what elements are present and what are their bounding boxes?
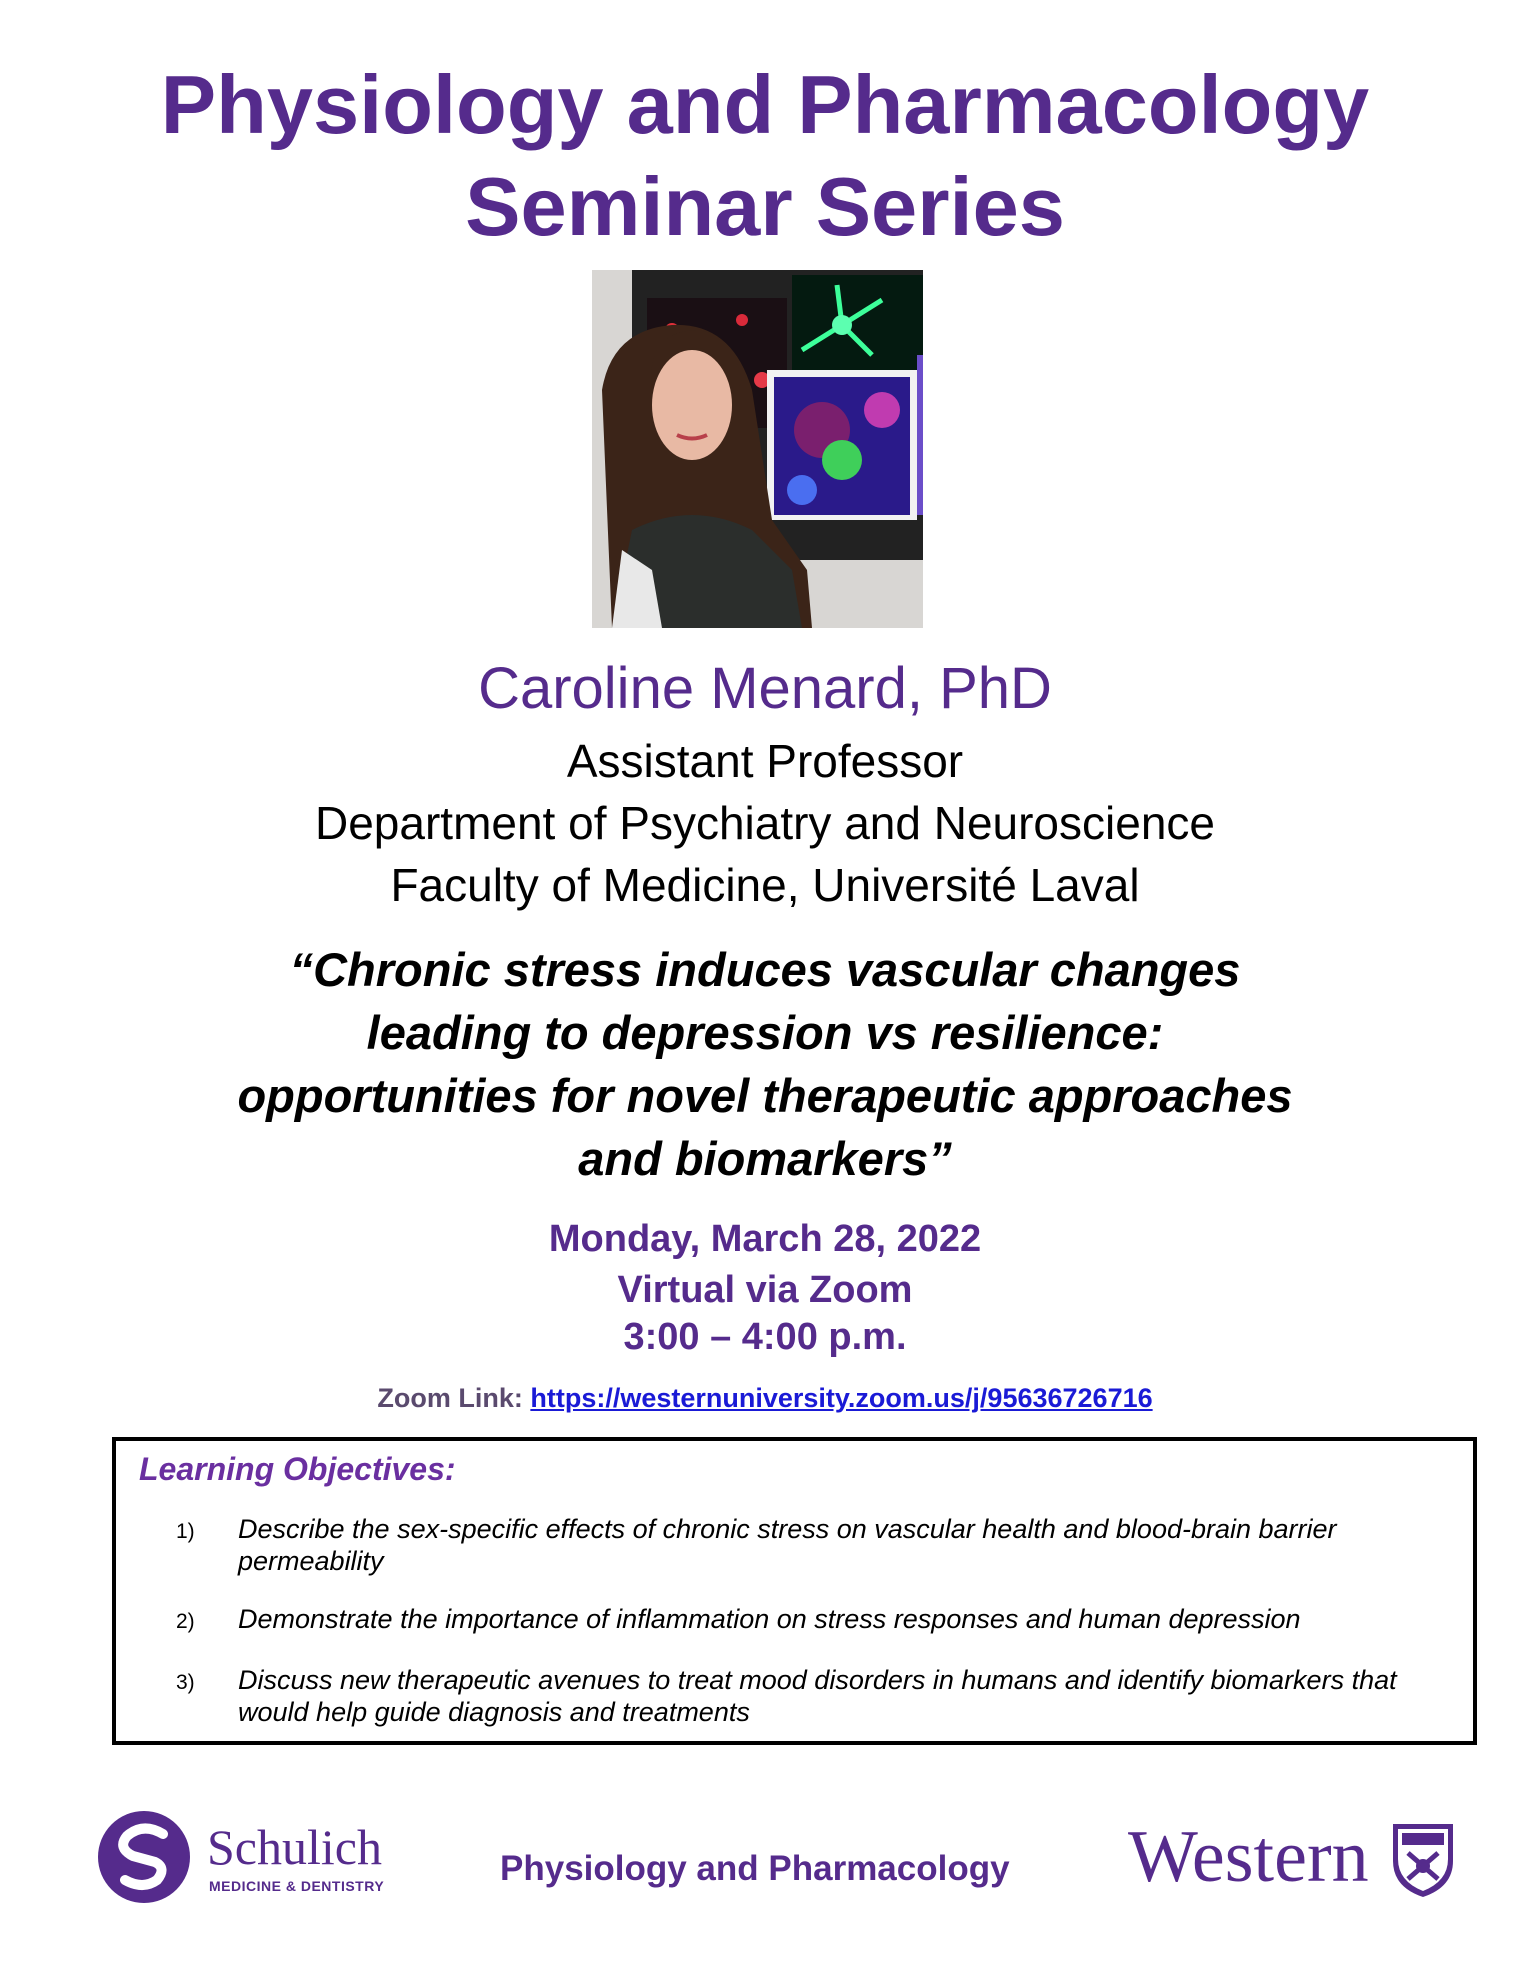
event-location: Virtual via Zoom — [617, 1269, 913, 1311]
objective-item — [176, 1603, 1456, 1638]
talk-title-line-3: opportunities for novel therapeutic approaches — [237, 1069, 1293, 1122]
objective-number: 2) — [176, 1610, 195, 1633]
speaker-institution: Faculty of Medicine, Université Laval — [390, 859, 1140, 911]
zoom-label: Zoom Link: — [377, 1383, 523, 1413]
event-time: 3:00 – 4:00 p.m. — [623, 1316, 907, 1358]
objective-item — [176, 1664, 1456, 1728]
footer-department: Physiology and Pharmacology — [500, 1849, 1010, 1888]
objective-number: 1) — [176, 1520, 195, 1543]
speaker-department: Department of Psychiatry and Neuroscience — [315, 797, 1215, 849]
objective-number: 3) — [176, 1671, 195, 1694]
talk-title-line-2: leading to depression vs resilience: — [366, 1006, 1164, 1059]
title-line-1: Physiology and Pharmacology — [160, 58, 1370, 151]
event-date: Monday, March 28, 2022 — [548, 1218, 982, 1260]
western-crest-icon — [1390, 1821, 1456, 1899]
title-line-2: Seminar Series — [465, 160, 1065, 253]
western-logo — [1128, 1815, 1463, 1905]
learning-objectives-heading: Learning Objectives: — [139, 1451, 456, 1487]
schulich-s-icon — [97, 1810, 192, 1905]
zoom-link[interactable]: https://westernuniversity.zoom.us/j/95636726716 — [530, 1383, 1153, 1413]
learning-objectives-box — [112, 1437, 1477, 1745]
schulich-logo — [97, 1810, 397, 1910]
learning-objectives-list — [176, 1513, 1456, 1754]
objective-text: Discuss new therapeutic avenues to treat mood disorders in humans and identify biomarkers that would help guide diagnosis and treatments — [238, 1665, 1397, 1727]
zoom-link-row — [0, 1383, 1530, 1414]
talk-title-line-1: “Chronic stress induces vascular changes — [289, 943, 1241, 996]
western-name: Western — [1128, 1816, 1369, 1898]
objective-item — [176, 1513, 1456, 1577]
speaker-position: Assistant Professor — [566, 735, 964, 787]
schulich-subtitle: MEDICINE & DENTISTRY — [209, 1878, 385, 1894]
objective-text: Describe the sex-specific effects of chronic stress on vascular health and blood-brain barrier permeability — [238, 1514, 1337, 1576]
speaker-name: Caroline Menard, PhD — [478, 656, 1052, 721]
schulich-name: Schulich — [207, 1819, 382, 1875]
speaker-photo — [592, 270, 923, 628]
objective-text: Demonstrate the importance of inflammation on stress responses and human depression — [238, 1604, 1301, 1634]
talk-title-line-4: and biomarkers” — [578, 1132, 952, 1185]
